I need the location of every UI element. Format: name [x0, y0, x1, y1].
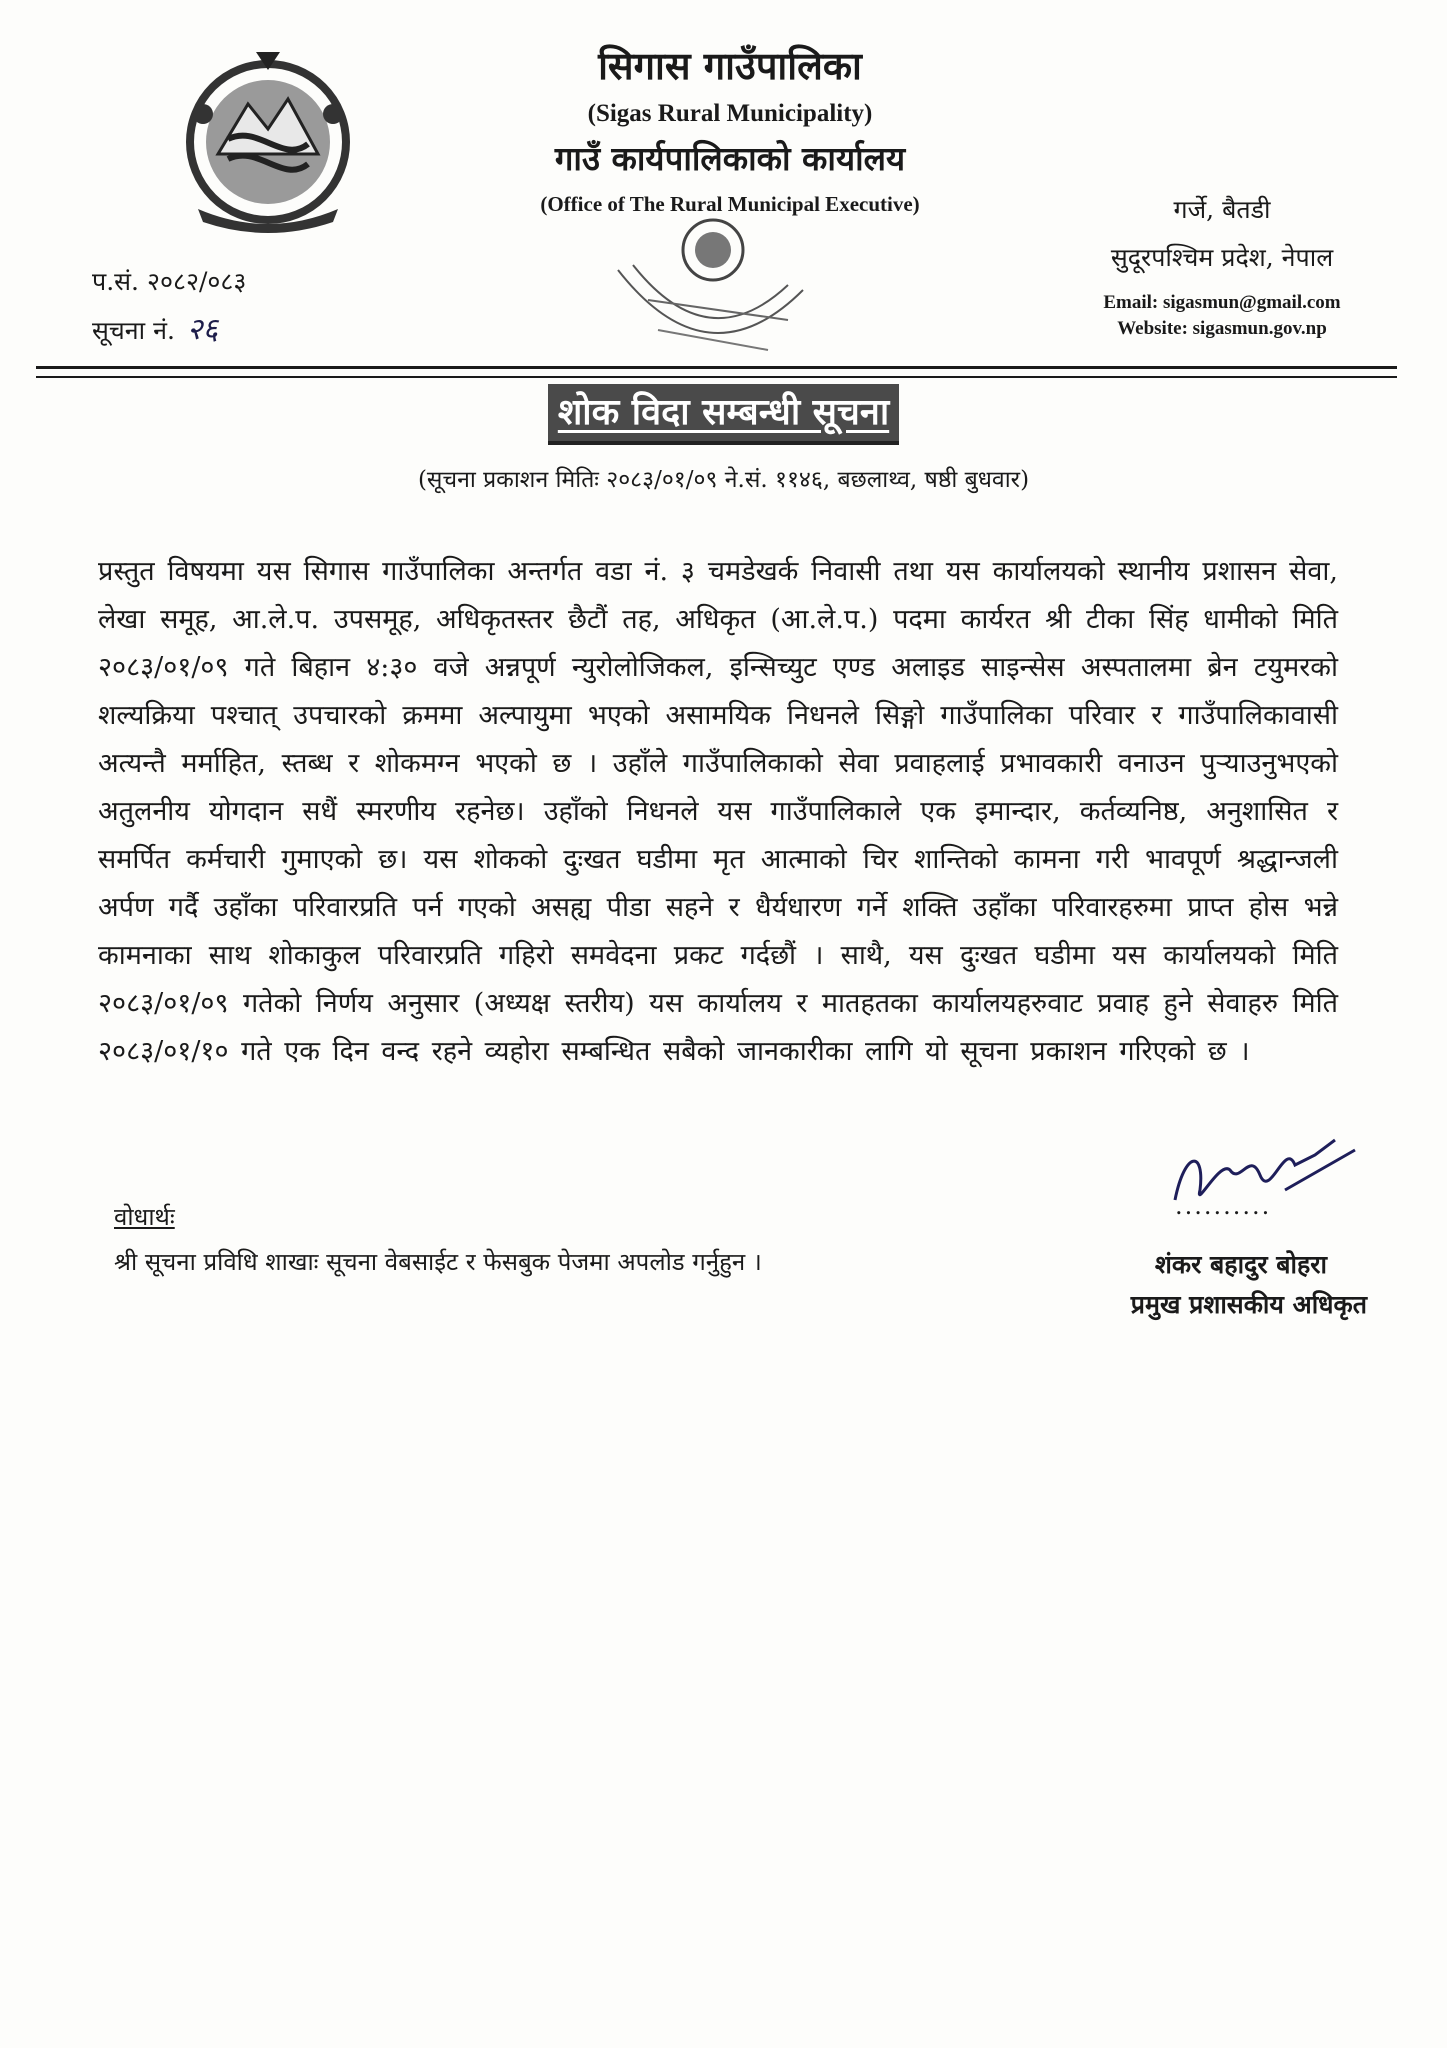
municipality-name-en: (Sigas Rural Municipality) [587, 100, 873, 127]
office-stamp-icon [598, 210, 828, 370]
title-wrapper [0, 384, 1447, 445]
header-reference [92, 262, 246, 351]
signature-line: .......... [1175, 1192, 1272, 1220]
notice-body-para1: प्रस्तुत विषयमा यस सिगास गाउँपालिका अन्तर्गत वडा नं. ३ चमडेखर्क निवासी तथा यस कार्यालयको स्थानीय प्रशासन सेवा, लेखा समूह, आ.ले.प. उपसमूह, अधिकृतस्तर छैटौं तह, अधिकृत (आ.ले.प.) पदमा कार्यरत श्री टीका सिंह धामीको मिति २०८३/०१/०९ गते बिहान ४:३० वजे अन्नपूर्ण न्युरोलोजिकल, इन्सिच्युट एण्ड अलाइड साइन्सेस अस्पतालमा ब्रेन टयुमरको शल्यक्रिया पश्चात् उपचारको क्रममा अल्पायुमा भएको असामयिक निधनले सिङ्गो गाउँपालिका परिवार र गाउँपालिकावासी अत्यन्तै मर्माहित, स्तब्ध र शोकमग्न भएको छ । उहाँले गाउँपालिकाको सेवा प्रवाहलाई प्रभावकारी वनाउन पुऱ्याउनुभएको अतुलनीय योगदान सधैं स्मरणीय रहनेछ। उहाँको निधनले यस गाउँपालिकाले एक इमान्दार, कर्तव्यनिष्ठ, अनुशासित र समर्पित कर्मचारी गुमाएको छ। यस शोकको दुःखत घडीमा मृत आत्माको चिर शान्तिको कामना गरी भावपूर्ण श्रद्धान्जली अर्पण गर्दै उहाँका परिवारप्रति पर्न गएको असह्य पीडा सहने र धैर्यधारण गर्ने शक्ति उहाँका परिवारहरुमा प्राप्त होस भन्ने कामनाका साथ शोकाकुल परिवारप्रति गहिरो समवेदना प्रकट गर्दछौं । [98, 556, 1338, 971]
attention-label: वोधार्थः [114, 1203, 175, 1231]
office-name-np: गाउँ कार्यपालिकाको कार्यालय [554, 139, 906, 178]
notice-title: शोक विदा सम्बन्धी सूचना [548, 384, 899, 445]
location-text: गर्जे, बैतडी [1173, 195, 1271, 224]
notice-number-line [92, 310, 246, 351]
email-text: Email: sigasmun@gmail.com [1103, 292, 1341, 313]
fiscal-year-ref: प.सं. २०८२/०८३ [92, 267, 247, 296]
notice-body-para2: साथै, यस दुःखत घडीमा यस कार्यालयको मिति २०८३/०१/०९ गतेको निर्णय अनुसार (अध्यक्ष स्तरीय) यस कार्यालय र मातहतका कार्यालयहरुवाट प्रवाह हुने सेवाहरु मिति २०८३/०१/१० गते एक दिन वन्द रहने व्यहोरा सम्बन्धित सबैको जानकारीका लागि यो सूचना प्रकाशन गरिएको छ । [98, 940, 1338, 1067]
municipality-name-np: सिगास गाउँपालिका [598, 43, 862, 88]
attention-block [114, 1198, 762, 1282]
province-text: सुदूरपश्चिम प्रदेश, नेपाल [1110, 243, 1334, 272]
office-name-en: (Office of The Rural Municipal Executive) [540, 192, 920, 216]
nepal-emblem-icon [168, 44, 368, 234]
notice-body [98, 548, 1338, 1076]
header-center [440, 40, 1020, 220]
signatory-name: शंकर बहादुर बोहरा [1154, 1250, 1327, 1279]
website-text: Website: sigasmun.gov.np [1117, 318, 1327, 339]
notice-number-label: सूचना नं. [92, 316, 175, 345]
notice-number-value: २६ [186, 312, 219, 347]
header-contact [1057, 190, 1387, 342]
publish-date: (सूचना प्रकाशन मितिः २०८३/०१/०९ ने.सं. ११४६, बछलाथ्व, षष्ठी बुधवार) [417, 467, 1030, 493]
header-rule-bottom [36, 376, 1397, 378]
signatory-block [1131, 1245, 1367, 1325]
header-rule-top [36, 366, 1397, 369]
attention-recipient: श्री सूचना प्रविधि शाखाः सूचना वेबसाईट र फेसबुक पेजमा अपलोड गर्नुहुन । [114, 1248, 762, 1276]
signatory-post: प्रमुख प्रशासकीय अधिकृत [1130, 1290, 1367, 1319]
